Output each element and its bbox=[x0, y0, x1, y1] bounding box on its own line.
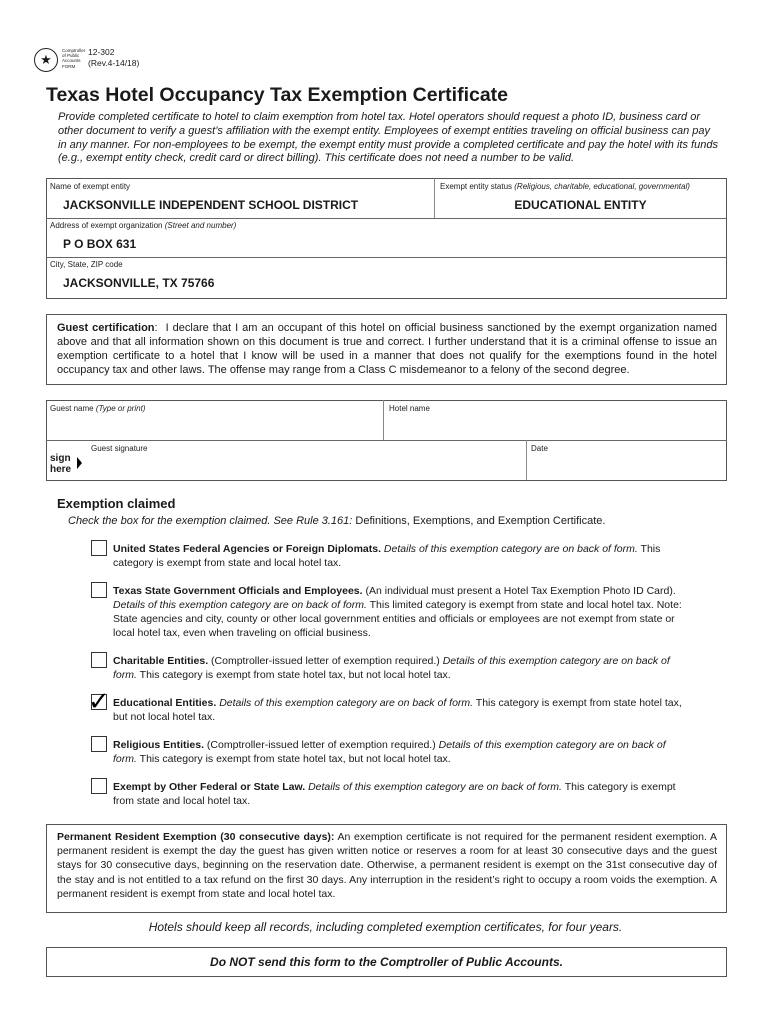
checkbox-federal-agencies[interactable] bbox=[91, 540, 107, 556]
guest-row-line bbox=[46, 440, 727, 441]
checkmark-icon: ✓ bbox=[88, 686, 110, 716]
option-state-officials: Texas State Government Officials and Employees. (An individual must present a Hotel Tax Exemption Photo ID Card). Details of this exemption category are on back of form. This limited category is exempt from state and local hotel tax. Note: State agencies and city, county or other local government entities and officials or employees are not exempt from state or local hotel tax, even when traveling on official business. bbox=[113, 585, 682, 639]
exemption-subtitle: Check the box for the exemption claimed. See Rule 3.161: Definitions, Exemptions, and Exemption Certificate. bbox=[68, 515, 606, 527]
entity-row-line-2 bbox=[46, 257, 727, 258]
entity-row-line-1 bbox=[46, 218, 727, 219]
checkbox-state-officials[interactable] bbox=[91, 582, 107, 598]
sign-arrow-icon bbox=[77, 457, 82, 469]
entity-name-label: Name of exempt entity bbox=[50, 182, 131, 191]
sign-here-marker: sign here bbox=[50, 453, 72, 475]
entity-status-label: Exempt entity status (Religious, charitable, educational, governmental) bbox=[440, 182, 690, 191]
guest-name-label[interactable]: Guest name (Type or print) bbox=[50, 404, 146, 413]
address-field[interactable]: P O BOX 631 bbox=[63, 237, 137, 251]
form-number: 12-302 bbox=[88, 47, 115, 57]
option-educational: Educational Entities. Details of this exemption category are on back of form. This category is exempt from state hotel tax, but not local hotel tax. bbox=[113, 697, 682, 723]
date-label[interactable]: Date bbox=[531, 444, 548, 453]
city-label: City, State, ZIP code bbox=[50, 260, 123, 269]
entity-status-field[interactable]: EDUCATIONAL ENTITY bbox=[514, 198, 647, 212]
page-title: Texas Hotel Occupancy Tax Exemption Certificate bbox=[46, 84, 509, 106]
option-other-law: Exempt by Other Federal or State Law. Details of this exemption category are on back of form. This category is exempt from state and local hotel tax. bbox=[113, 781, 676, 807]
checkbox-charitable[interactable] bbox=[91, 652, 107, 668]
do-not-send-notice: Do NOT send this form to the Comptroller of Public Accounts. bbox=[46, 947, 727, 977]
exemption-title: Exemption claimed bbox=[57, 496, 176, 511]
records-notice: Hotels should keep all records, including completed exemption certificates, for four years. bbox=[148, 920, 623, 934]
guest-divider-1 bbox=[383, 400, 384, 440]
city-field[interactable]: JACKSONVILLE, TX 75766 bbox=[63, 276, 215, 290]
option-charitable: Charitable Entities. (Comptroller-issued letter of exemption required.) Details of this exemption category are on back of form. This category is exempt from state hotel tax, but not local hotel tax. bbox=[113, 655, 670, 681]
form-number-block bbox=[88, 47, 139, 68]
option-federal-agencies: United States Federal Agencies or Foreign Diplomats. Details of this exemption category are on back of form. This category is exempt from state and local hotel tax. bbox=[113, 543, 661, 569]
checkbox-other-law[interactable] bbox=[91, 778, 107, 794]
entity-divider bbox=[434, 178, 435, 218]
address-label: Address of exempt organization (Street and number) bbox=[50, 221, 237, 230]
guest-signature-label[interactable]: Guest signature bbox=[91, 444, 148, 453]
intro-paragraph: Provide completed certificate to hotel to claim exemption from hotel tax. Hotel operators should request a photo ID, business card or other document to verify a guest’s affiliation with the exempt entity. Employees of exempt entities traveling on official business can pay in any manner. For non-employees to be exempt, the exempt entity must provide a completed certificate and pay the hotel with its funds (e.g., exempt entity check, credit card or direct billing). This certificate does not need a number to be valid. bbox=[58, 111, 718, 165]
seal-caption: Comptroller of Public Accounts FORM bbox=[62, 48, 86, 69]
entity-name-field[interactable]: JACKSONVILLE INDEPENDENT SCHOOL DISTRICT bbox=[63, 198, 359, 212]
checkbox-religious[interactable] bbox=[91, 736, 107, 752]
comptroller-seal-icon: ★ bbox=[34, 48, 58, 72]
form-revision: (Rev.4-14/18) bbox=[88, 57, 140, 68]
option-religious: Religious Entities. (Comptroller-issued letter of exemption required.) Details of this exemption category are on back of form. This category is exempt from state hotel tax, but not local hotel tax. bbox=[113, 739, 666, 765]
guest-certification-text: Guest certification: I declare that I am an occupant of this hotel on official business sanctioned by the exempt organization named above and that all information shown on this document is true and correct. I further understand that it is a criminal offense to issue an exemption certificate to a hotel that I know will be used in a manner that does not qualify for the exemptions found in the hotel occupancy tax and other laws. The offense may range from a Class C misdemeanor to a felony of the second degree. bbox=[57, 322, 717, 376]
permanent-resident-text: Permanent Resident Exemption (30 consecutive days): An exemption certificate is not required for the permanent resident exemption. A permanent resident is exempt the day the guest has given written notice or reserves a room for at least 30 consecutive days and the guest stays for 30 consecutive days, beginning on the reservation date. Otherwise, a permanent resident is exempt on the 31st consecutive day of the stay and is not entitled to a tax refund on the first 30 days. Any interruption in the resident’s right to occupy a room voids the exemption. A permanent resident is exempt from state and local hotel tax. bbox=[57, 831, 717, 900]
hotel-name-label[interactable]: Hotel name bbox=[389, 404, 430, 413]
guest-divider-2 bbox=[526, 440, 527, 480]
